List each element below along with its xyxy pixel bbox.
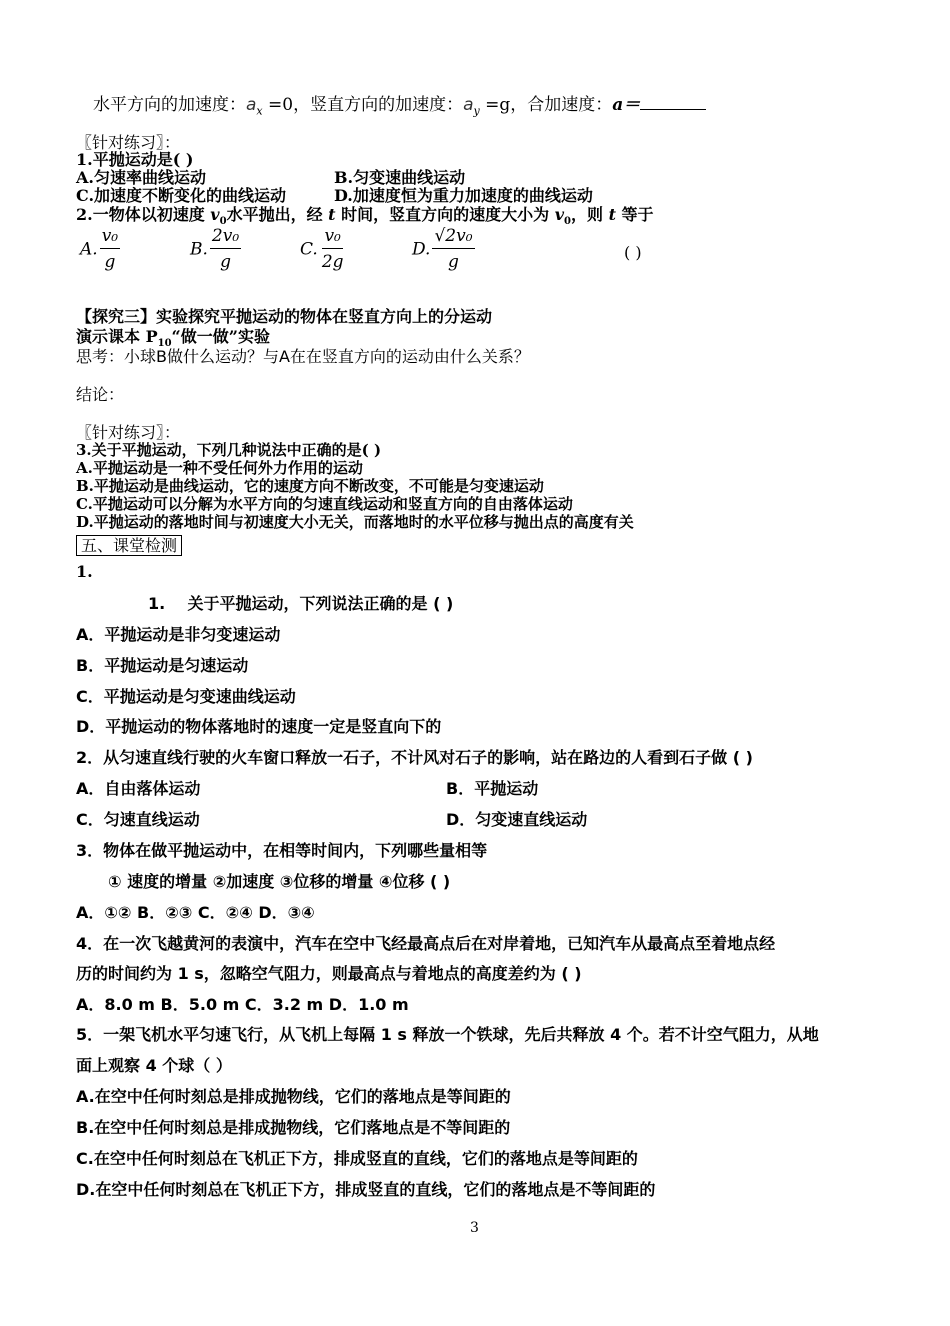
q2-v0: v: [210, 205, 220, 224]
q2-text-2: 水平抛出，经: [226, 205, 323, 224]
option-b-label: B.: [190, 239, 208, 260]
section5-title: [76, 533, 182, 556]
option-a-label: A.: [80, 239, 98, 260]
practice1-q2: [76, 202, 654, 227]
option-b-fraction: [190, 224, 243, 275]
q2-t-2: t: [608, 205, 616, 224]
ax-value: =0，: [262, 95, 311, 115]
practice1-q1-option-c: C.加速度不断变化的曲线运动: [76, 186, 287, 205]
section5-q1-b: B．平抛运动是匀速运动: [76, 656, 249, 675]
accel-vertical-label: 竖直方向的加速度：: [310, 95, 464, 115]
q1-text: 关于平抛运动，下列说法正确的是 ( ): [187, 594, 454, 613]
practice1-q1: 1.平抛运动是( ): [76, 150, 194, 169]
q2-v0-sub: 0: [219, 216, 227, 228]
section5-q1: [148, 591, 453, 614]
practice2-option-a: A.平抛运动是一种不受任何外力作用的运动: [76, 459, 363, 477]
ay-value: =g，: [479, 95, 528, 115]
q2-text-5: 等于: [621, 205, 654, 224]
option-c-denominator: 2g: [321, 252, 344, 272]
section5-q5-d: D.在空中任何时刻总在飞机正下方，排成竖直的直线，它们的落地点是不等间距的: [76, 1180, 656, 1199]
practice-heading-1: 〖针对练习〗：: [76, 133, 181, 152]
option-d-label: D.: [412, 239, 431, 260]
ax-symbol: a: [246, 95, 257, 115]
section5-number: 1.: [76, 562, 93, 581]
practice1-q1-option-b: B.匀变速曲线运动: [334, 168, 466, 187]
demo-text: 演示课本 P: [76, 327, 158, 346]
practice1-q1-option-d: D.加速度恒为重力加速度的曲线运动: [334, 186, 593, 205]
accel-total-label: 合加速度：: [527, 95, 613, 115]
section5-q3: 3．物体在做平抛运动中，在相等时间内，下列哪些量相等: [76, 841, 488, 860]
section5-q5-line2: 面上观察 4 个球（ ）: [76, 1056, 232, 1075]
practice1-q1-option-a: A.匀速率曲线运动: [76, 168, 206, 187]
page-number: 3: [470, 1220, 479, 1236]
option-d-sqrt: √2: [434, 226, 457, 246]
q2-text-1: 2.一物体以初速度: [76, 205, 205, 224]
practice2-option-d: D.平抛运动的落地时间与初速度大小无关，而落地时的水平位移与抛出点的高度有关: [76, 513, 634, 531]
section5-q4-line1: 4．在一次飞越黄河的表演中，汽车在空中飞经最高点后在对岸着地，已知汽车从最高点至着地点经: [76, 934, 776, 953]
ay-subscript: y: [473, 104, 480, 118]
q1-number: 1.: [148, 594, 166, 613]
option-a-denominator: g: [104, 252, 116, 272]
section5-q2-c: C．匀速直线运动: [76, 810, 200, 829]
option-d-numerator: v₀: [456, 226, 473, 246]
practice2-option-c: C.平抛运动可以分解为水平方向的匀速直线运动和竖直方向的自由落体运动: [76, 495, 573, 513]
option-c-fraction: [300, 224, 348, 275]
practice-heading-2: 〖针对练习〗：: [76, 423, 181, 442]
q2-v0-sub-2: 0: [564, 216, 571, 228]
explore3-title: 【探究三】实验探究平抛运动的物体在竖直方向上的分运动: [76, 307, 493, 326]
option-a-numerator: v₀: [100, 224, 120, 249]
section5-q2-d: D．匀变速直线运动: [446, 810, 588, 829]
section5-q2-a: A．自由落体运动: [76, 779, 201, 798]
section5-q2-b: B．平抛运动: [446, 779, 539, 798]
q2-v0-2: v: [554, 205, 565, 224]
demo-subscript: 10: [157, 338, 172, 350]
section5-q3-options: A．①② B．②③ C．②④ D．③④: [76, 903, 315, 922]
accel-horizontal-label: 水平方向的加速度：: [93, 95, 246, 115]
q2-text-4: ，则: [570, 205, 603, 224]
option-a-fraction: [80, 224, 122, 275]
q2-t: t: [328, 205, 336, 224]
acceleration-line: [93, 90, 706, 117]
option-c-numerator: v₀: [322, 224, 342, 249]
option-b-numerator: 2v₀: [210, 224, 241, 249]
option-d-denominator: g: [448, 252, 459, 272]
section5-q1-c: C．平抛运动是匀变速曲线运动: [76, 687, 296, 706]
demo-text-2: “做一做”实验: [171, 327, 270, 346]
answer-paren: ( ): [624, 243, 642, 262]
section5-title-box: 五、课堂检测: [76, 535, 182, 556]
section5-q1-a: A．平抛运动是非匀变速运动: [76, 625, 281, 644]
section5-q4-options: A．8.0 m B．5.0 m C．3.2 m D．1.0 m: [76, 995, 409, 1014]
ax-subscript: x: [256, 104, 263, 118]
section5-q4-line2: 历的时间约为 1 s，忽略空气阻力，则最高点与着地点的高度差约为 ( ): [76, 964, 582, 983]
section5-q1-d: D．平抛运动的物体落地时的速度一定是竖直向下的: [76, 717, 442, 736]
section5-q5-c: C.在空中任何时刻总在飞机正下方，排成竖直的直线，它们的落地点是等间距的: [76, 1149, 638, 1168]
section5-q5-a: A.在空中任何时刻总是排成抛物线，它们的落地点是等间距的: [76, 1087, 511, 1106]
option-b-denominator: g: [220, 252, 231, 272]
section5-q2: 2．从匀速直线行驶的火车窗口释放一石子，不计风对石子的影响，站在路边的人看到石子做 ( ): [76, 748, 753, 767]
section5-q5-line1: 5．一架飞机水平匀速飞行，从飞机上每隔 1 s 释放一个铁球，先后共释放 4 个。若不计空气阻力，从地: [76, 1025, 819, 1044]
explore3-conclusion: 结论：: [76, 385, 125, 404]
answer-blank: [640, 95, 706, 110]
practice2-option-b: B.平抛运动是曲线运动，它的速度方向不断改变，不可能是匀变速运动: [76, 477, 544, 495]
option-c-label: C.: [300, 239, 318, 260]
section5-q5-b: B.在空中任何时刻总是排成抛物线，它们落地点是不等间距的: [76, 1118, 511, 1137]
practice2-q3: 3.关于平抛运动，下列几种说法中正确的是( ): [76, 441, 382, 459]
explore3-think: 思考：小球B做什么运动？与A在在竖直方向的运动由什么关系？: [76, 347, 530, 366]
option-d-fraction: [412, 224, 477, 275]
a-symbol: a＝: [612, 95, 641, 115]
ay-symbol: a: [463, 95, 474, 115]
q2-text-3: 时间，竖直方向的速度大小为: [341, 205, 550, 224]
section5-q3-items: ① 速度的增量 ②加速度 ③位移的增量 ④位移 ( ): [108, 872, 451, 891]
